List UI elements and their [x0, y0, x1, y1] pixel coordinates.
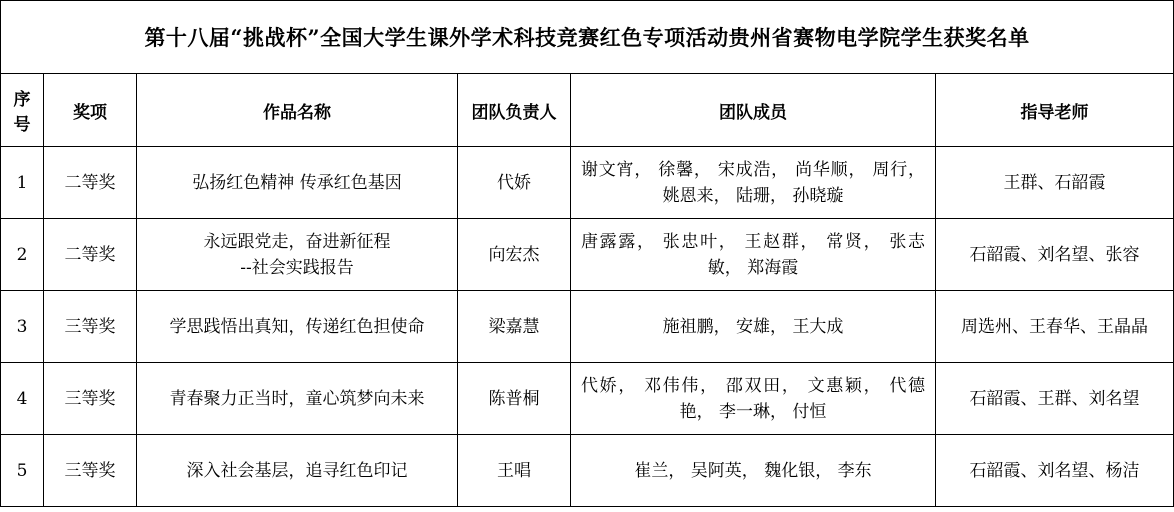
row-members: 崔兰， 吴阿英， 魏化银， 李东: [571, 435, 936, 507]
row-no: 1: [1, 147, 44, 219]
row-leader: 陈普桐: [458, 363, 571, 435]
header-award: 奖项: [44, 74, 137, 147]
row-no: 5: [1, 435, 44, 507]
header-no: 序号: [1, 74, 44, 147]
row-work-title: [137, 363, 458, 435]
row-work-title: [137, 435, 458, 507]
row-members: 代娇， 邓伟伟， 邵双田， 文惠颖， 代德艳， 李一琳， 付恒: [571, 363, 936, 435]
row-work-title: [137, 219, 458, 291]
header-work: 作品名称: [137, 74, 458, 147]
row-no: 4: [1, 363, 44, 435]
header-leader: 团队负责人: [458, 74, 571, 147]
table-row: [1, 435, 1174, 507]
row-advisors: 周选州、王春华、王晶晶: [936, 291, 1174, 363]
row-members: 谢文宵， 徐馨， 宋成浩， 尚华顺， 周行， 姚恩来， 陆珊， 孙晓璇: [571, 147, 936, 219]
header-members: 团队成员: [571, 74, 936, 147]
row-leader: 代娇: [458, 147, 571, 219]
row-award: 二等奖: [44, 219, 137, 291]
row-leader: 向宏杰: [458, 219, 571, 291]
table-row: [1, 363, 1174, 435]
table-row: [1, 291, 1174, 363]
work-title-line: 弘扬红色精神 传承红色基因: [192, 172, 402, 193]
row-no: 3: [1, 291, 44, 363]
row-leader: 王唱: [458, 435, 571, 507]
row-work-title: [137, 291, 458, 363]
row-award: 二等奖: [44, 147, 137, 219]
row-no: 2: [1, 219, 44, 291]
work-title-line: 学思践悟出真知，传递红色担使命: [169, 316, 425, 337]
work-title-line: 青春聚力正当时，童心筑梦向未来: [169, 388, 425, 409]
row-advisors: 王群、石韶霞: [936, 147, 1174, 219]
row-award: 三等奖: [44, 363, 137, 435]
row-advisors: 石韶霞、刘名望、张容: [936, 219, 1174, 291]
work-title-line: 永远跟党走，奋进新征程: [203, 231, 391, 252]
table-title: 第十八届“挑战杯”全国大学生课外学术科技竞赛红色专项活动贵州省赛物电学院学生获奖名单: [1, 1, 1174, 74]
row-advisors: 石韶霞、王群、刘名望: [936, 363, 1174, 435]
header-advisors: 指导老师: [936, 74, 1174, 147]
row-members: 唐露露， 张忠叶， 王赵群， 常贤， 张志敏， 郑海霞: [571, 219, 936, 291]
row-award: 三等奖: [44, 435, 137, 507]
work-title-line: 深入社会基层，追寻红色印记: [186, 460, 408, 481]
title-row: [1, 1, 1174, 74]
header-row: [1, 74, 1174, 147]
row-leader: 梁嘉慧: [458, 291, 571, 363]
table-row: [1, 219, 1174, 291]
table-row: [1, 147, 1174, 219]
row-members: 施祖鹏， 安雄， 王大成: [571, 291, 936, 363]
work-title-line: --社会实践报告: [240, 257, 354, 278]
row-work-title: [137, 147, 458, 219]
row-advisors: 石韶霞、刘名望、杨洁: [936, 435, 1174, 507]
row-award: 三等奖: [44, 291, 137, 363]
